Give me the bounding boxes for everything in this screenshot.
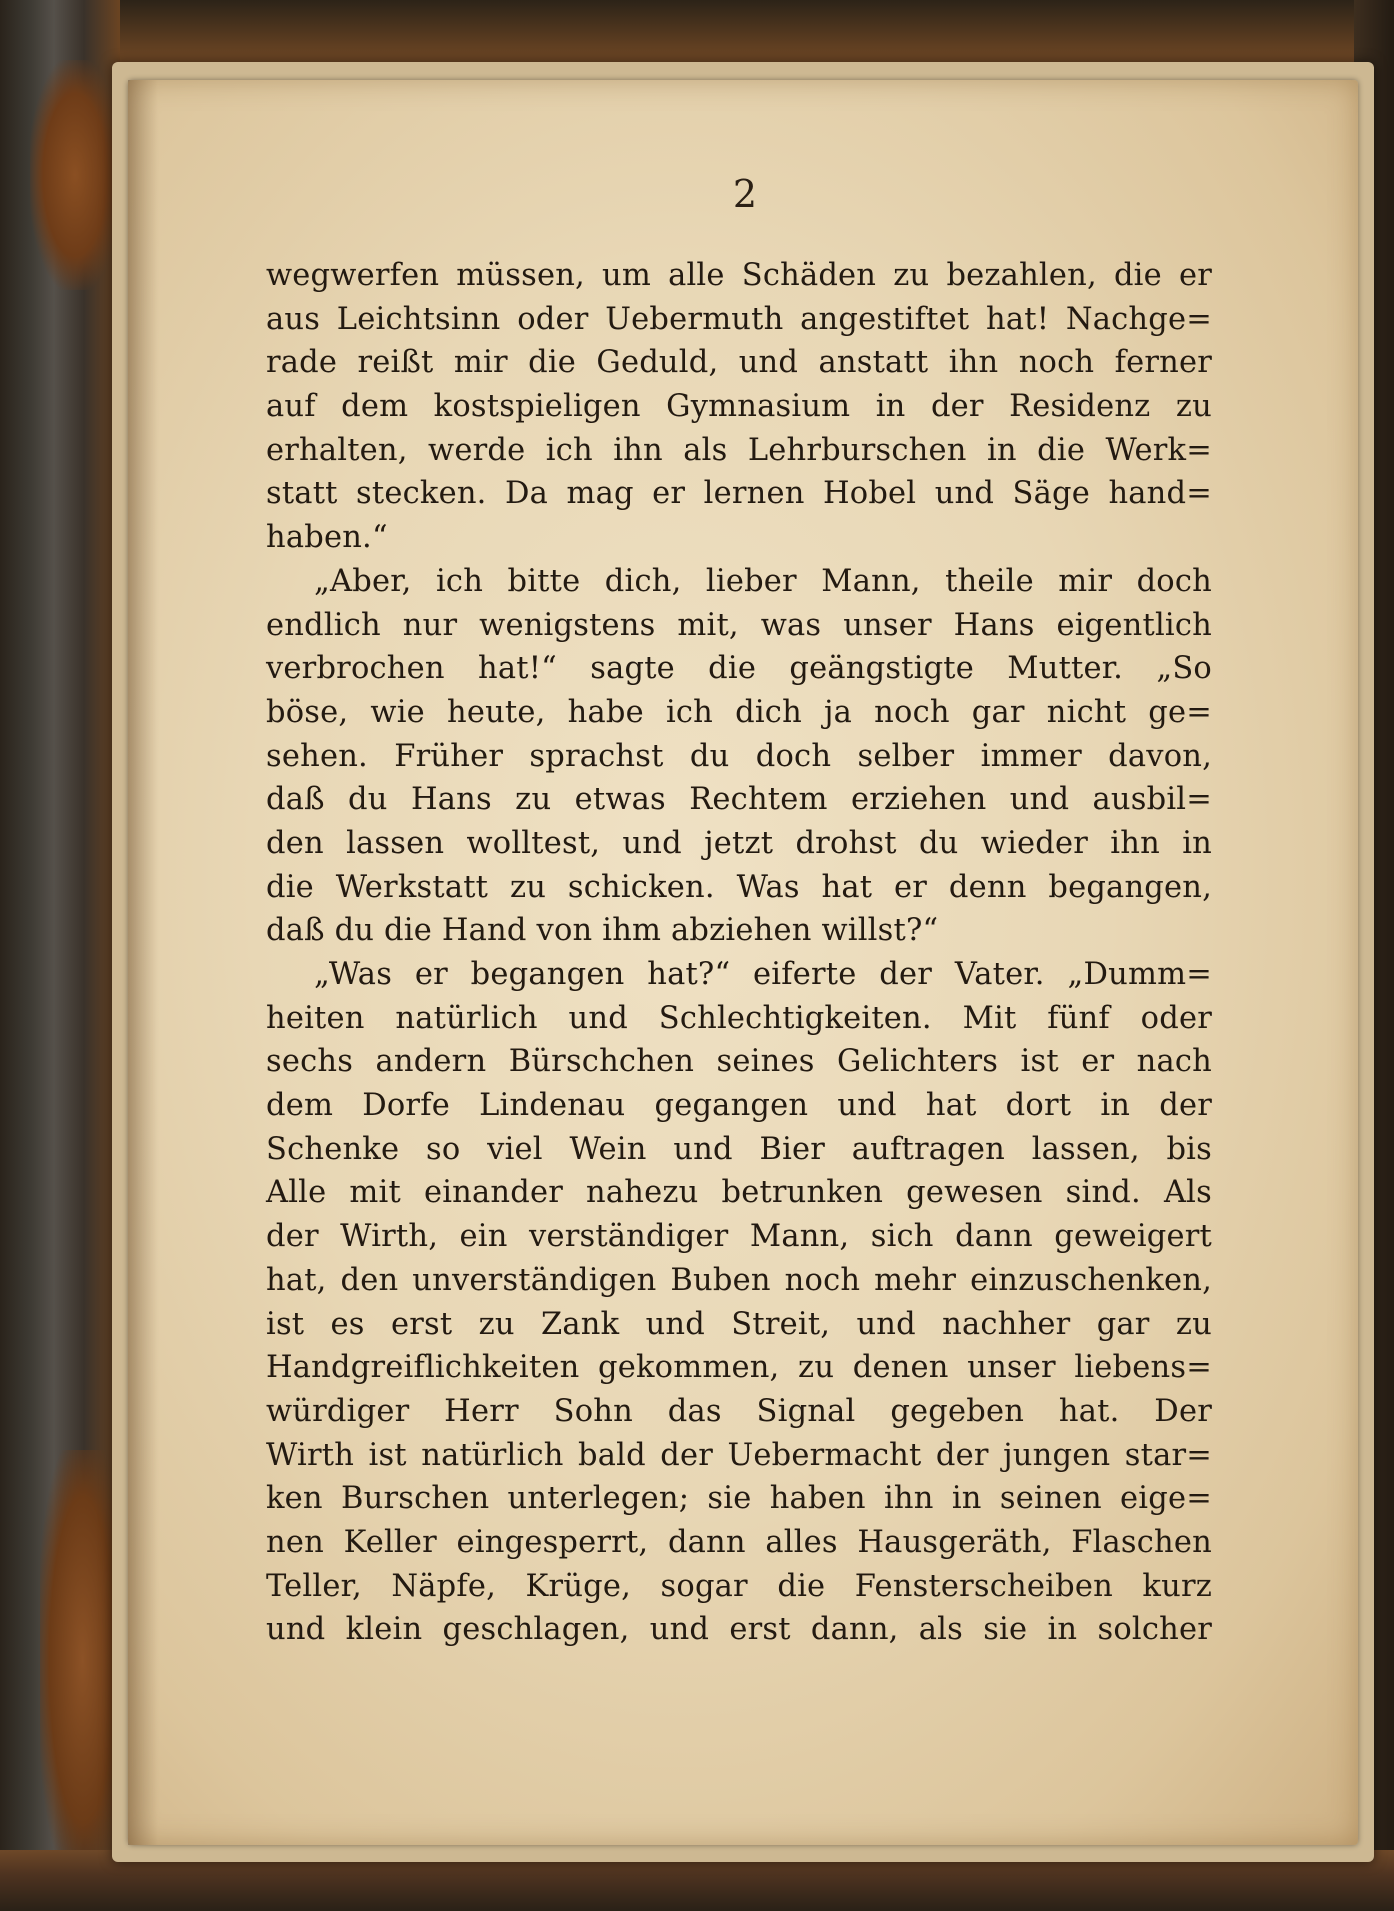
page-number: 2 <box>732 172 758 216</box>
text-line: endlich nur wenigstens mit, was unser Hans eigentlich <box>266 607 1212 643</box>
text-line: ist es erst zu Zank und Streit, und nachher gar zu <box>266 1306 1212 1342</box>
text-line: den lassen wolltest, und jetzt drohst du wieder ihn in <box>266 825 1212 861</box>
book-cover-top-edge <box>0 0 1394 70</box>
text-line: erhalten, werde ich ihn als Lehrburschen in die Werk= <box>266 432 1212 468</box>
text-line: heiten natürlich und Schlechtigkeiten. Mit fünf oder <box>266 1000 1212 1036</box>
text-line: sechs andern Bürschchen seines Gelichters ist er nach <box>266 1044 1212 1080</box>
text-line: haben.“ <box>266 520 388 556</box>
text-line: würdiger Herr Sohn das Signal gegeben hat. Der <box>266 1393 1212 1429</box>
text-line: statt stecken. Da mag er lernen Hobel und Säge hand= <box>266 476 1212 512</box>
text-line: rade reißt mir die Geduld, und anstatt ihn noch ferner <box>266 345 1212 381</box>
text-line: Schenke so viel Wein und Bier auftragen lassen, bis <box>266 1131 1212 1167</box>
text-line: und klein geschlagen, und erst dann, als sie in solcher <box>266 1612 1212 1648</box>
text-line: Handgreiflichkeiten gekommen, zu denen unser liebens= <box>266 1350 1212 1386</box>
text-line: die Werkstatt zu schicken. Was hat er denn begangen, <box>266 869 1212 905</box>
text-line: verbrochen hat!“ sagte die geängstigte Mutter. „So <box>266 651 1212 687</box>
text-line: der Wirth, ein verständiger Mann, sich dann geweigert <box>266 1219 1212 1255</box>
text-line: dem Dorfe Lindenau gegangen und hat dort in der <box>266 1088 1212 1124</box>
text-line: „Was er begangen hat?“ eiferte der Vater. „Dumm= <box>314 957 1212 992</box>
text-line: sehen. Früher sprachst du doch selber immer davon, <box>266 738 1212 774</box>
text-line: Alle mit einander nahezu betrunken gewesen sind. Als <box>266 1175 1212 1211</box>
text-line: auf dem kostspieligen Gymnasium in der Residenz zu <box>266 389 1212 425</box>
gutter-shadow <box>128 80 158 1845</box>
text-line: wegwerfen müssen, um alle Schäden zu bezahlen, die er <box>266 258 1212 293</box>
text-line: Wirth ist natürlich bald der Uebermacht der jungen star= <box>266 1437 1212 1473</box>
text-line: „Aber, ich bitte dich, lieber Mann, theile mir doch <box>314 563 1212 599</box>
text-line: böse, wie heute, habe ich dich ja noch gar nicht ge= <box>266 694 1212 730</box>
text-line: aus Leichtsinn oder Uebermuth angestiftet hat! Nachge= <box>266 301 1212 337</box>
body-text <box>266 254 1212 1652</box>
text-line: ken Burschen unterlegen; sie haben ihn in seinen eige= <box>266 1481 1212 1517</box>
text-line: Teller, Näpfe, Krüge, sogar die Fensterscheiben kurz <box>266 1568 1212 1604</box>
text-line: nen Keller eingesperrt, dann alles Hausgeräth, Flaschen <box>266 1524 1212 1560</box>
text-line: daß du die Hand von ihm abziehen willst?“ <box>266 913 939 949</box>
text-line: hat, den unverständigen Buben noch mehr einzuschenken, <box>266 1262 1212 1298</box>
text-line: daß du Hans zu etwas Rechtem erziehen und ausbil= <box>266 782 1212 818</box>
